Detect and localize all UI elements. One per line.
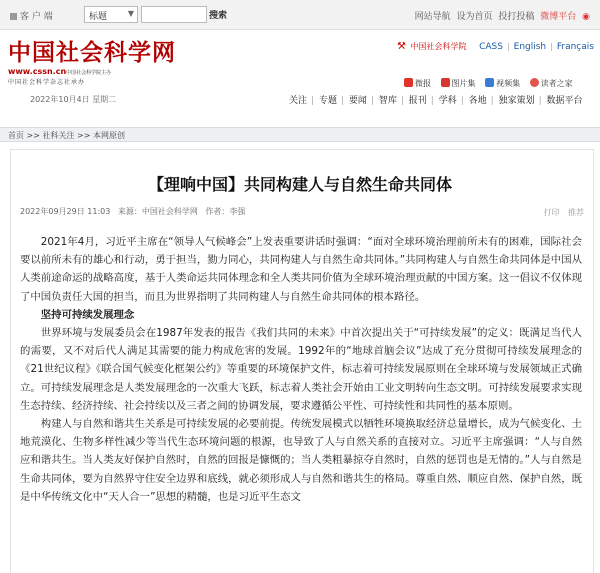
paragraph: 世界环境与发展委员会在1987年发表的报告《我们共同的未来》中首次提出关于“可持续发展”的定义：既满足当代人的需要，又不对后代人满足其需要的能力构成危害的发展。1992年的“地球首脑会议”达成了充分贯彻可持续发展理念的《21世纪议程》《联合国气候变化框架公约》等重要的环境保护文件，标志着可持续发展原则在全球环境与发展领域正式确立。可持续发展理念是人类发展理念的一次重大飞跃，标志着人类社会开始由工业文明转向生态文明。可持续发展要求实现生态持续、经济持续、社会持续以及三者之间的协调发展，要求遵循公平性、可持续性和共同性的基本原则。 — [20, 327, 582, 412]
section-heading: 坚持可持续发展理念 — [40, 308, 135, 321]
nav-item-data[interactable]: 数据平台 — [546, 96, 583, 106]
breadcrumb[interactable]: 首页 >> 社科关注 >> 本网原创 — [0, 127, 600, 142]
submit-link[interactable]: 投打投稿 — [498, 12, 535, 22]
nav-item-regions[interactable]: 各地 — [468, 96, 487, 106]
nav-item-focus[interactable]: 关注 — [289, 96, 308, 106]
nav-item-periodicals[interactable]: 报刊 — [408, 96, 427, 106]
nav-item-topics[interactable]: 专题 — [318, 96, 337, 106]
gallery-link[interactable]: 图片集 — [441, 79, 476, 88]
article-author: 作者：李强 — [205, 207, 246, 216]
search-input[interactable] — [141, 6, 207, 23]
divider: | — [550, 42, 553, 51]
paragraph: 构建人与自然和谐共生关系是可持续发展的必要前提。传统发展模式以牺牲环境换取经济总量增长，成为气候变化、土地荒漠化、生物多样性减少等当代生态环境问题的根源，也导致了人与自然关系的直接对立。习近平主席强调：“人与自然应和谐共生。当人类友好保护自然时，自然的回报是慷慨的；当人类粗暴掠夺自然时，自然的惩罚也是无情的。”人与自然是生命共同体，要为自然界守住安全边界和底线，就必须形成人与自然和谐共生的格局。尊重自然、顺应自然、保护自然，既是中华传统文化中“天人合一”思想的精髓，也是习近平生态文 — [20, 418, 582, 503]
nav-item-news[interactable]: 要闻 — [348, 96, 367, 106]
divider: | — [506, 42, 510, 51]
video-link[interactable]: 视频集 — [485, 79, 520, 88]
article-date: 2022年09月29日 11:03 — [20, 207, 111, 216]
weibo-social-link[interactable]: 微报 — [404, 79, 431, 88]
reader-icon — [530, 78, 539, 87]
nav-item-exclusive[interactable]: 独家策划 — [498, 96, 535, 106]
logo-url — [8, 67, 138, 76]
english-link[interactable]: English — [513, 42, 547, 52]
cass-name-link[interactable]: 中国社会科学院 — [410, 42, 467, 51]
cass-emblem-icon: ⚒ — [397, 41, 406, 52]
recommend-button[interactable]: 推荐 — [568, 208, 584, 217]
search-type-value: 标题 — [89, 12, 108, 22]
paragraph: 2021年4月，习近平主席在“领导人气候峰会”上发表重要讲话时强调：“面对全球环境治理前所未有的困难，国际社会要以前所未有的雄心和行动，勇于担当，勠力同心，共同构建人与自然生命共同体。”共同构建人与自然生命共同体是中国从人类前途命运的战略高度，基于人类命运共同体理念和全人类共同价值为全球环境治理贡献的中国方案。这一倡议不仅体现了中国负责任大国的担当，而且为世界指明了共同构建人与自然生命共同体的根本路径。 — [20, 236, 582, 303]
client-label: 客 户 端 — [20, 12, 53, 22]
phone-icon — [10, 13, 17, 20]
video-icon — [485, 78, 494, 87]
article-tools — [537, 207, 584, 218]
weibo-icon: ◉ — [582, 12, 590, 22]
search-button[interactable]: 搜索 — [209, 11, 228, 21]
article-meta — [20, 206, 250, 217]
main-nav: 关注 | 专题 | 要闻 | 智库 | 报刊 | 学科 | 各地 | 独家策划 | 数据平台 — [289, 96, 583, 106]
article-body — [20, 233, 582, 506]
nav-item-thinktank[interactable]: 智库 — [378, 96, 397, 106]
social-links — [404, 78, 580, 89]
logo-url-text: www.cssn.cn — [8, 67, 67, 76]
logo-url-note: 中国社会科学院主办 — [66, 70, 112, 76]
top-bar — [0, 0, 600, 30]
nav-item-disciplines[interactable]: 学科 — [438, 96, 457, 106]
weibo-link[interactable]: 微博平台 — [540, 12, 577, 22]
weibo-icon — [404, 78, 413, 87]
logo-text: 中国社会科学网 — [8, 39, 176, 66]
client-link[interactable] — [10, 9, 53, 22]
article-source: 来源：中国社会科学网 — [117, 207, 198, 216]
article-title: 【理响中国】共同构建人与自然生命共同体 — [147, 175, 452, 194]
site-nav-link[interactable]: 网站导航 — [414, 12, 451, 22]
print-button[interactable]: 打印 — [543, 208, 560, 217]
set-home-link[interactable]: 设为首页 — [456, 12, 493, 22]
current-date: 2022年10月4日 星期二 — [30, 95, 117, 104]
chevron-down-icon: ▼ — [127, 9, 134, 18]
site-logo[interactable] — [8, 39, 176, 86]
cass-link[interactable]: CASS — [479, 42, 503, 52]
french-link[interactable]: Français — [556, 42, 594, 52]
image-icon — [441, 78, 450, 87]
brand-links — [397, 41, 594, 52]
top-links — [412, 9, 590, 22]
reader-link[interactable]: 读者之家 — [530, 79, 573, 88]
search-type-select[interactable] — [84, 6, 138, 23]
logo-subtitle: 中国社会科学杂志社承办 — [8, 79, 86, 86]
